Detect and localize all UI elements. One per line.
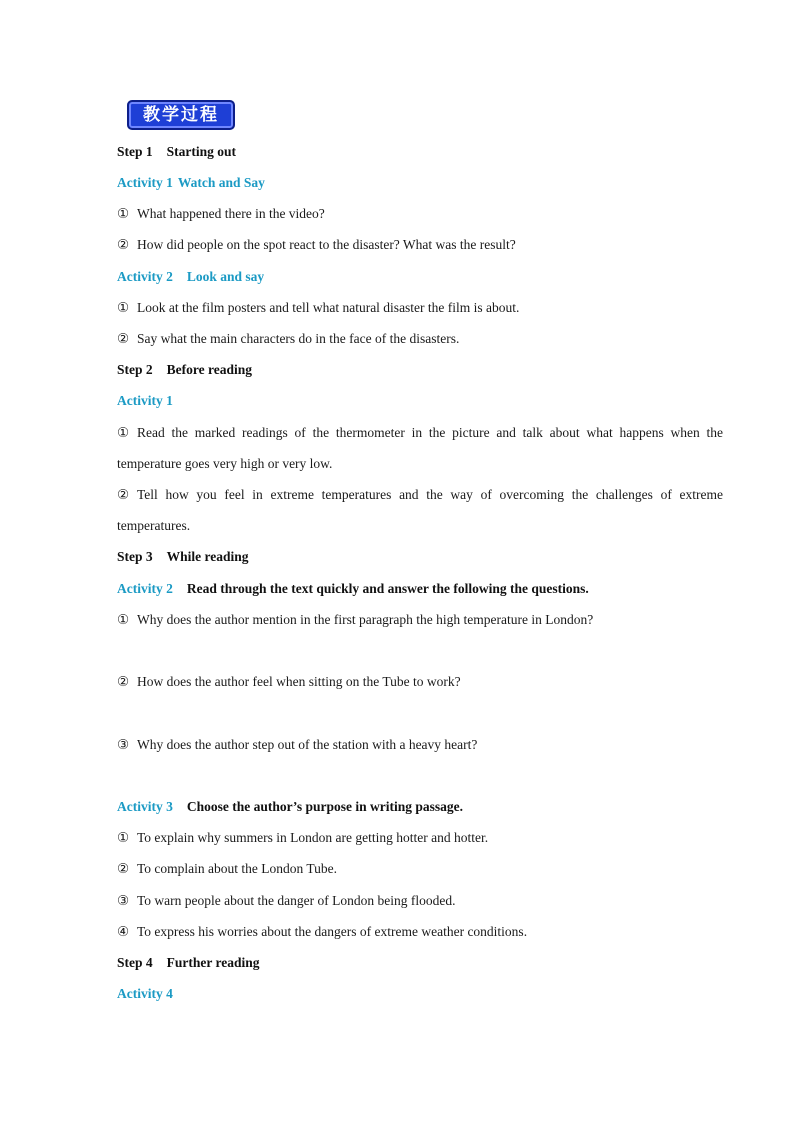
activity-4-heading (117, 986, 723, 1002)
list-item (117, 861, 723, 877)
list-item-continuation (117, 518, 723, 534)
activity-number: Activity 1 (117, 393, 173, 408)
list-item (117, 237, 723, 253)
list-item (117, 206, 723, 222)
step-number: Step 4 (117, 955, 153, 970)
activity-2-heading (117, 269, 723, 285)
list-item (117, 924, 723, 940)
item-text: To warn people about the danger of London being flooded. (137, 893, 456, 908)
item-text: Why does the author step out of the station with a heavy heart? (137, 737, 478, 752)
item-text: Say what the main characters do in the face of the disasters. (137, 331, 460, 346)
item-text: What happened there in the video? (137, 206, 325, 221)
list-item (117, 300, 723, 316)
item-marker: ② (117, 237, 130, 252)
item-text: To express his worries about the dangers of extreme weather conditions. (137, 924, 528, 939)
step-number: Step 2 (117, 362, 153, 377)
item-text: To explain why summers in London are getting hotter and hotter. (137, 830, 489, 845)
item-text: Why does the author mention in the first paragraph the high temperature in London? (137, 612, 594, 627)
step-title: Before reading (166, 362, 253, 377)
list-item (117, 425, 723, 441)
item-text: Tell how you feel in extreme temperatures and the way of overcoming the challenges of extreme (137, 487, 723, 502)
item-marker: ① (117, 425, 130, 440)
list-item (117, 737, 723, 753)
activity-1-heading (117, 393, 723, 409)
step-title: Further reading (166, 955, 260, 970)
item-text: To complain about the London Tube. (137, 861, 338, 876)
step-1-heading (117, 144, 723, 160)
activity-number: Activity 4 (117, 986, 173, 1001)
list-item (117, 674, 723, 690)
activity-title: Choose the author’s purpose in writing passage. (186, 799, 464, 814)
item-marker: ② (117, 861, 130, 876)
list-item (117, 893, 723, 909)
step-number: Step 1 (117, 144, 153, 159)
list-item (117, 487, 723, 503)
activity-number: Activity 3 (117, 799, 173, 814)
item-marker: ① (117, 300, 130, 315)
item-marker: ③ (117, 737, 130, 752)
activity-number: Activity 1 (117, 175, 173, 190)
section-badge: 教学过程 (127, 100, 235, 130)
item-text: temperature goes very high or very low. (117, 456, 333, 471)
item-marker: ① (117, 830, 130, 845)
item-marker: ④ (117, 924, 130, 939)
list-item (117, 331, 723, 347)
list-item-continuation (117, 456, 723, 472)
item-marker: ③ (117, 893, 130, 908)
activity-title: Look and say (186, 269, 265, 284)
step-title: While reading (166, 549, 249, 564)
step-title: Starting out (166, 144, 237, 159)
item-marker: ② (117, 674, 130, 689)
list-item (117, 830, 723, 846)
item-text: Look at the film posters and tell what natural disaster the film is about. (137, 300, 520, 315)
step-number: Step 3 (117, 549, 153, 564)
item-marker: ② (117, 487, 130, 502)
activity-title: Watch and Say (177, 175, 265, 190)
activity-number: Activity 2 (117, 269, 173, 284)
activity-2-heading (117, 581, 723, 597)
item-marker: ① (117, 206, 130, 221)
activity-title: Read through the text quickly and answer the following the questions. (186, 581, 589, 596)
activity-number: Activity 2 (117, 581, 173, 596)
item-text: temperatures. (117, 518, 191, 533)
item-text: How did people on the spot react to the disaster? What was the result? (137, 237, 516, 252)
list-item (117, 612, 723, 628)
item-marker: ① (117, 612, 130, 627)
item-marker: ② (117, 331, 130, 346)
step-2-heading (117, 362, 723, 378)
item-text: Read the marked readings of the thermometer in the picture and talk about what happens when the (137, 425, 723, 440)
step-3-heading (117, 549, 723, 565)
activity-1-heading (117, 175, 723, 191)
activity-3-heading (117, 799, 723, 815)
step-4-heading (117, 955, 723, 971)
item-text: How does the author feel when sitting on the Tube to work? (137, 674, 461, 689)
